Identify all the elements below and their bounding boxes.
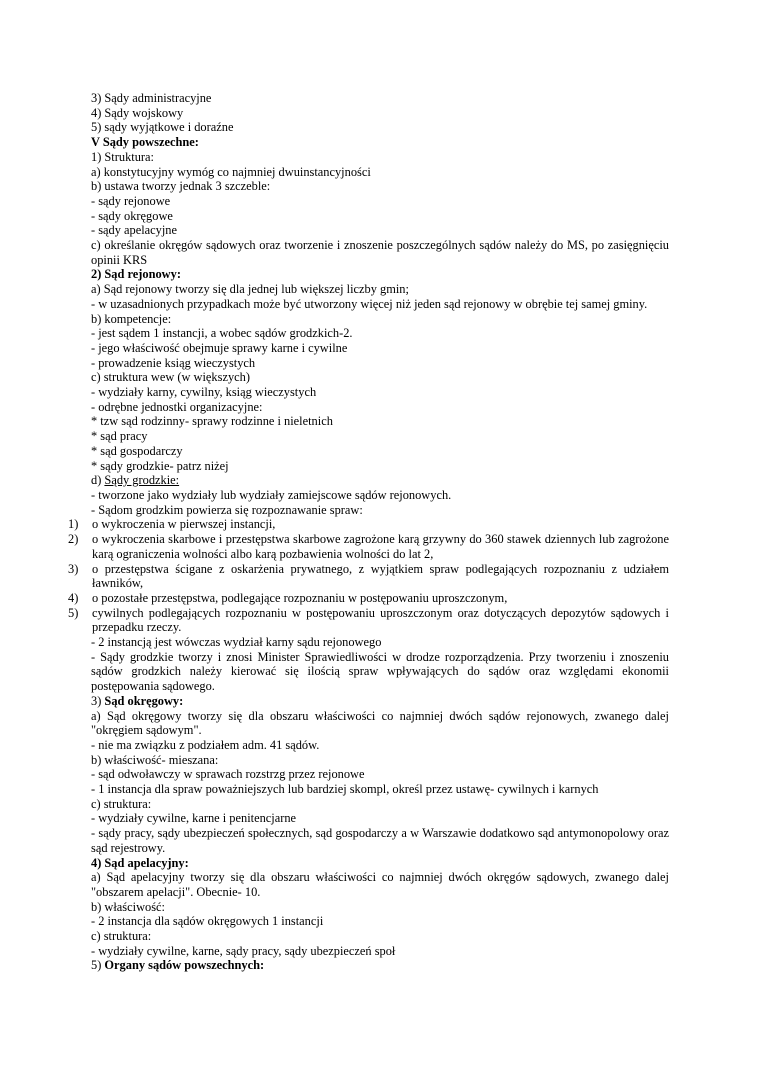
text-line: - 1 instancja dla spraw poważniejszych lub bardziej skompl, określ przez ustawę- cywilnych i karnych [91,782,599,797]
text-line: - sądy apelacyjne [91,223,178,238]
text-line: * sąd gospodarczy [91,443,183,458]
text-line: 5) sądy wyjątkowe i doraźne [91,120,234,135]
heading-text: Sąd okręgowy: [104,693,184,708]
text-line: 3) Sądy administracyjne [91,91,212,105]
heading-sad-rejonowy: 2) Sąd rejonowy: [91,267,181,282]
text-line: - wydziały cywilne, karne i penitencjarne [91,811,297,826]
list-number: 4) [68,590,79,605]
paragraph-sady-pracy: - sądy pracy, sądy ubezpieczeń społecznych, sąd gospodarczy a w Warszawie dodatkowo sąd antymonopolowy oraz sąd rejestrowy. [91,826,669,855]
heading-sad-apelacyjny: 4) Sąd apelacyjny: [91,855,189,870]
text-line: - w uzasadnionych przypadkach może być utworzony więcej niż jeden sąd rejonowy w obrębie tej samej gminy. [91,296,648,311]
subheading-title: Sądy grodzkie: [104,473,180,488]
text-line: - tworzone jako wydziały lub wydziały zamiejscowe sądów rejonowych. [91,487,452,502]
text-line: - sąd odwoławczy w sprawach rozstrzg przez rejonowe [91,767,365,782]
text-line: - Sądom grodzkim powierza się rozpoznawanie spraw: [91,502,363,517]
text-line: a) Sąd rejonowy tworzy się dla jednej lub większej liczby gmin; [91,282,409,297]
text-line: c) struktura: [91,796,152,811]
list-item [54,532,669,561]
paragraph-apelacyjny: a) Sąd apelacyjny tworzy się dla obszaru właściwości co najmniej dwóch okręgów sądowych, zwanego dalej "obszarem apelacji". Obecnie- 10. [91,870,669,899]
text-line: b) kompetencje: [91,311,172,326]
text-line: 1) Struktura: [91,149,154,164]
text-line: b) właściwość- mieszana: [91,752,219,767]
section-heading-v: V Sądy powszechne: [91,135,199,150]
text-line: - sądy rejonowe [91,193,171,208]
text-line: a) konstytucyjny wymóg co najmniej dwuinstancyjności [91,164,371,179]
heading-text: Organy sądów powszechnych: [104,958,265,973]
heading-sad-okregowy [91,694,669,709]
text-line: 4) Sądy wojskowy [91,105,184,120]
text-line: - 2 instancją jest wówczas wydział karny sądu rejonowego [91,635,382,650]
list-number: 2) [68,532,79,547]
text-line: - wydziały cywilne, karne, sądy pracy, sądy ubezpieczeń społ [91,943,396,958]
text-line: b) ustawa tworzy jednak 3 szczeble: [91,179,271,194]
text-line: - nie ma związku z podziałem adm. 41 sądów. [91,737,320,752]
subheading-sady-grodzkie [91,473,669,488]
text-line: - jest sądem 1 instancji, a wobec sądów grodzkich-2. [91,326,353,341]
subheading-prefix: d) [91,473,105,488]
list-text: cywilnych podlegających rozpoznaniu w postępowaniu uproszczonym oraz dotyczących depozytów sądowych i przepadku rzeczy. [92,605,669,635]
text-line: - sądy okręgowe [91,208,173,223]
text-line: * sąd pracy [91,429,148,444]
list-text: o wykroczenia w pierwszej instancji, [92,517,276,532]
text-line: - odrębne jednostki organizacyjne: [91,399,263,414]
heading-organy [91,958,669,973]
heading-number: 5) [91,958,105,973]
text-line: * tzw sąd rodzinny- sprawy rodzinne i nieletnich [91,414,333,429]
text-line: b) właściwość: [91,899,165,914]
text-line: - prowadzenie ksiąg wieczystych [91,355,256,370]
list-number: 1) [68,517,79,532]
paragraph-okregi: c) określanie okręgów sądowych oraz tworzenie i znoszenie poszczególnych sądów należy do MS, po zasięgnięciu opinii KRS [91,238,669,267]
text-line: c) struktura: [91,929,152,944]
paragraph-okregowy: a) Sąd okręgowy tworzy się dla obszaru właściwości co najmniej dwóch sądów rejonowych, zwanego dalej "okręgiem sądowym". [91,708,669,738]
text-line: * sądy grodzkie- patrz niżej [91,458,229,473]
text-line: c) struktura wew (w większych) [91,370,250,385]
list-item [54,517,669,532]
list-text: o przestępstwa ścigane z oskarżenia prywatnego, z wyjątkiem spraw podlegających rozpoznaniu z udziałem ławników, [92,561,669,591]
text-line: - 2 instancja dla sądów okręgowych 1 instancji [91,914,324,929]
list-item [54,606,669,635]
paragraph-minister: - Sądy grodzkie tworzy i znosi Minister Sprawiedliwości w drodze rozporządzenia. Przy tworzeniu i znoszeniu sądów grodzkich należy kierować się ilością spraw wpływających do sądów oraz względami ekonomii postępowania sądowego. [91,649,669,694]
list-text: o pozostałe przestępstwa, podlegające rozpoznaniu w postępowaniu uproszczonym, [92,590,508,605]
list-number: 3) [68,561,79,576]
text-line: - jego właściwość obejmuje sprawy karne i cywilne [91,340,348,355]
heading-number: 3) [91,693,105,708]
numbered-list [54,517,669,635]
list-number: 5) [68,605,79,620]
list-text: o wykroczenia skarbowe i przestępstwa skarbowe zagrożone karą grzywny do 360 stawek dziennych lub zagrożone karą ograniczenia wolności albo karą pozbawienia wolności do lat 2, [92,532,669,561]
list-item [54,562,669,591]
document-body [68,91,669,973]
text-line: - wydziały karny, cywilny, ksiąg wieczystych [91,385,317,400]
list-item [54,591,669,606]
